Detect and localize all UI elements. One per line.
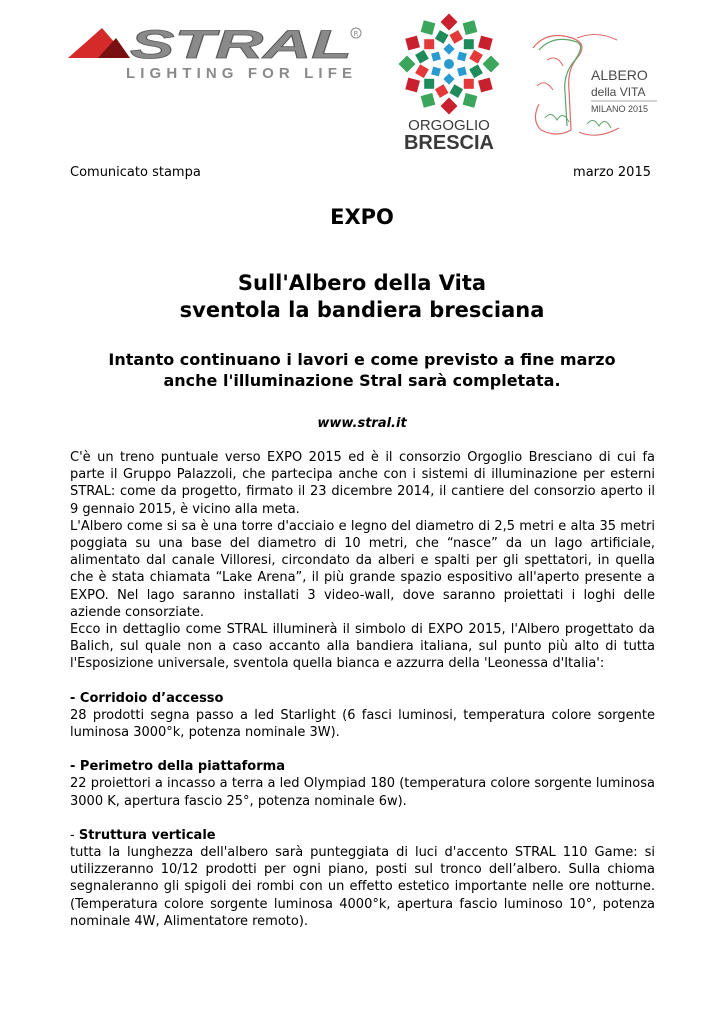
paragraph-details: Ecco in dettaglio come STRAL illuminerà il simbolo di EXPO 2015, l'Albero progettato da Balich, sul quale non a caso accanto alla bandiera italiana, sul punto più alto di tutta l'Esposizione universale, sventola quella bianca e azzurra della 'Leonessa d'Italia':: [70, 622, 655, 672]
section-title-structure: Struttura verticale: [78, 827, 216, 843]
stral-logo-tagline: LIGHTING FOR LIFE: [126, 65, 352, 82]
orgoglio-logo-line1: ORGOGLIO: [408, 117, 490, 134]
section-title-corridor: - Corridoio d’accesso: [70, 690, 224, 706]
kicker-heading: EXPO: [330, 205, 394, 229]
orgoglio-logo-line2: BRESCIA: [403, 132, 495, 153]
paragraph-tree: L'Albero come si sa è una torre d'acciaio e legno del diametro di 2,5 metri e alta 35 metri poggiata su una base del diametro di 10 metri, che “nasce” da un lago artificiale, alimentato dal canale Villoresi, circondato da alberi e spalti per gli spettatori, in quella che è stata chiamata “Lake Arena”, il più grande spazio espositivo all'aperto presente a EXPO. Nel lago saranno installati 3 video-wall, dove saranno proiettati i loghi delle aziende consorziate.: [70, 518, 655, 620]
albero-della-vita-logo: [527, 30, 661, 145]
website-link[interactable]: www.stral.it: [317, 416, 407, 431]
section-text-perimeter: 22 proiettori a incasso a terra a led Olympiad 180 (temperatura colore sorgente luminosa 3000 K, apertura fascio 25°, potenza nominale 6w).: [70, 776, 655, 809]
paragraph-intro: C'è un treno puntuale verso EXPO 2015 ed è il consorzio Orgoglio Bresciano di cui fa parte il Gruppo Palazzoli, che partecipa anche con i sistemi di illuminazione per esterni STRAL: come da progetto, firmato il 23 dicembre 2014, il cantiere del consorzio aperto il 9 gennaio 2015, è vicino alla meta.: [70, 450, 655, 517]
albero-logo-line1: ALBERO: [591, 67, 648, 83]
release-date: marzo 2015: [573, 165, 651, 180]
albero-logo-line2: della VITA: [591, 85, 646, 99]
subtitle: [60, 349, 664, 391]
section-title-perimeter: - Perimetro della piattaforma: [70, 759, 285, 775]
main-title-line2: sventola la bandiera bresciana: [179, 298, 545, 322]
article-body: [70, 449, 655, 930]
section-dash: -: [70, 827, 79, 843]
press-release-label: Comunicato stampa: [70, 165, 201, 180]
section-text-corridor: 28 prodotti segna passo a led Starlight (6 fasci luminosi, temperatura colore sorgente luminosa 3000°k, potenza nominale 3W).: [70, 707, 655, 741]
albero-logo-line3: MILANO 2015: [591, 104, 649, 114]
stral-logo: [68, 24, 364, 84]
subtitle-line1: Intanto continuano i lavori e come previsto a fine marzo: [108, 350, 616, 369]
subtitle-line2: anche l'illuminazione Stral sarà completata.: [163, 371, 561, 390]
section-heading-structure: [70, 827, 655, 844]
main-title: [60, 270, 664, 324]
svg-text:R: R: [353, 30, 359, 38]
orgoglio-brescia-logo: [394, 8, 504, 153]
section-text-structure: tutta la lunghezza dell'albero sarà punteggiata di luci d'accento STRAL 110 Game: si utilizzeranno 10/12 prodotti per ogni piano, posti sul tronco dell’albero. Sulla chioma segnaleranno gli spigoli dei rombi con un effetto estetico importante nelle ore notturne. (Temperatura colore sorgente luminosa 4000°k, apertura fascio luminoso 10°, potenza nominale 4W, Alimentatore remoto).: [70, 845, 655, 929]
main-title-line1: Sull'Albero della Vita: [237, 271, 487, 295]
stral-logo-name: STRAL: [130, 24, 352, 67]
